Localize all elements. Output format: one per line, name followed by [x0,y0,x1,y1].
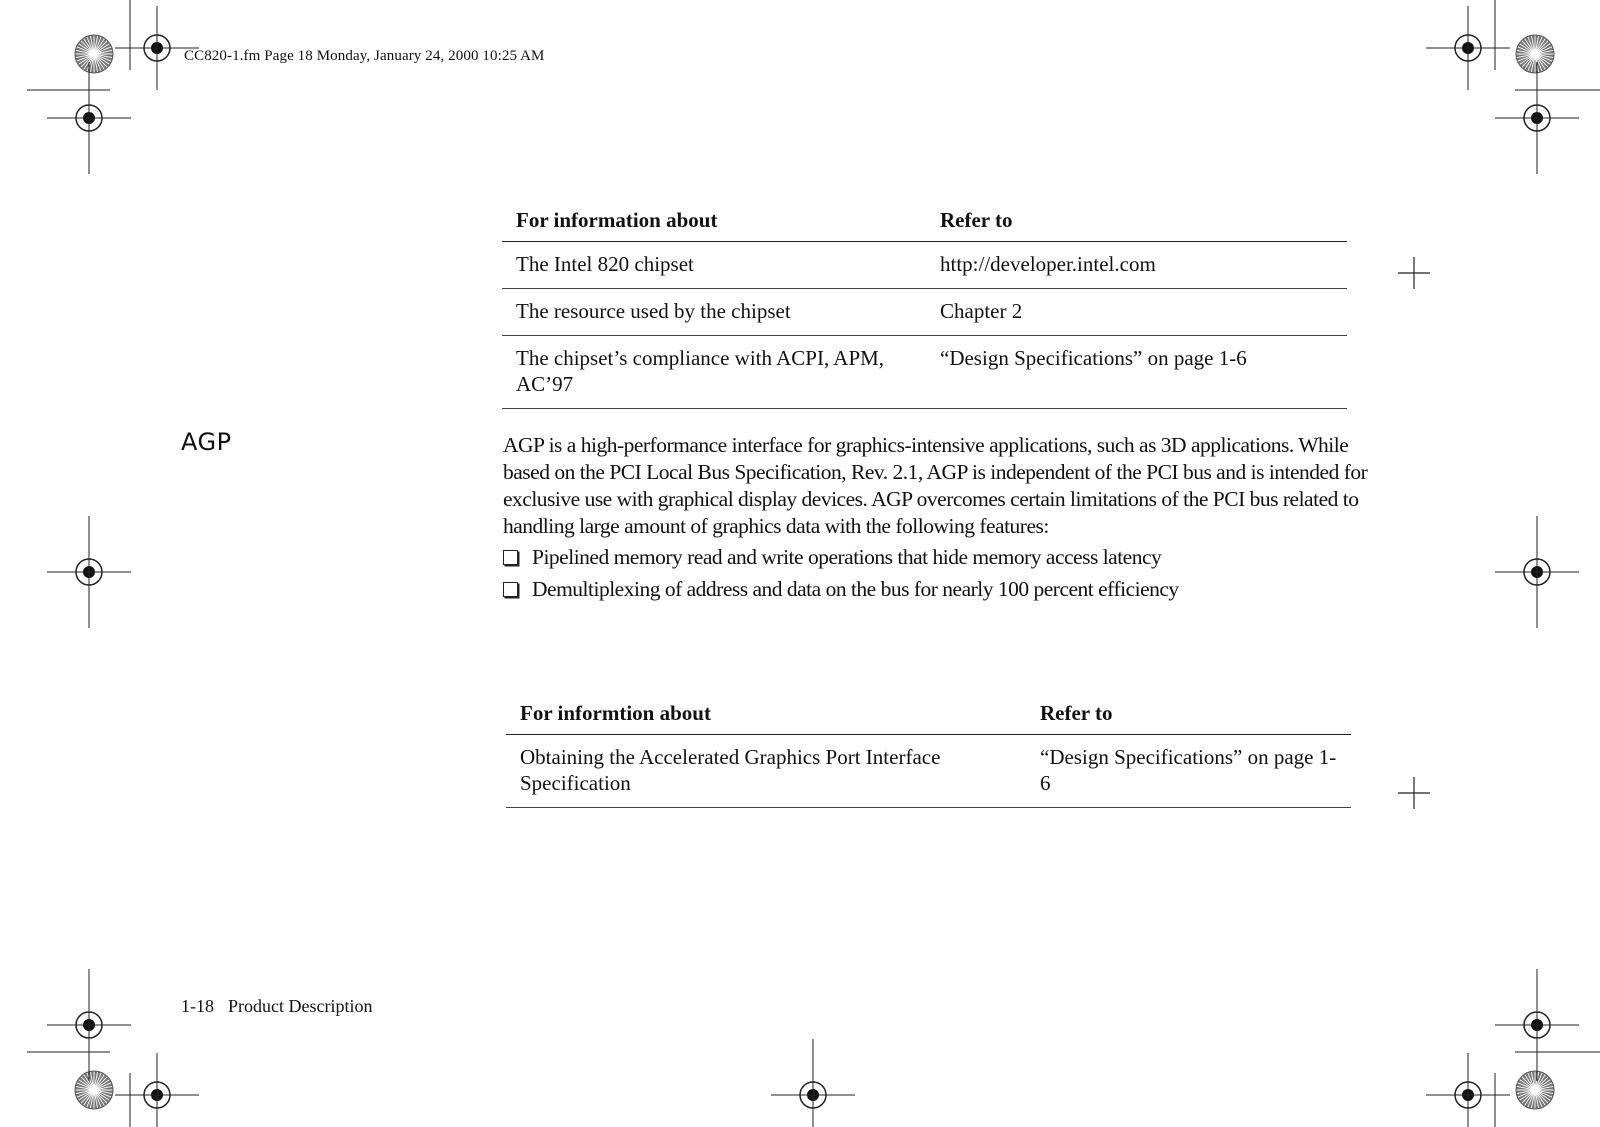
table-cell: Chapter 2 [926,289,1347,336]
page-footer [181,996,372,1017]
feature-list [503,544,1383,603]
cross-mark [1398,777,1430,809]
list-item-text: Pipelined memory read and write operations that hide memory access latency [532,545,1162,569]
registration-mark [771,1039,855,1127]
starburst-mark-bottom-left [75,1071,113,1109]
registration-mark [1495,969,1579,1081]
list-item-text: Demultiplexing of address and data on the bus for nearly 100 percent efficiency [532,577,1179,601]
table-header-row [502,197,1347,242]
registration-mark [1426,6,1510,90]
agp-body [503,432,1383,608]
table-cell: The chipset’s compliance with ACPI, APM, AC’97 [502,336,926,409]
reference-table-2 [506,690,1351,808]
table-row [502,289,1347,336]
column-header: For information about [502,197,926,242]
slug-line: CC820-1.fm Page 18 Monday, January 24, 2000 10:25 AM [184,48,545,64]
table-cell: http://developer.intel.com [926,242,1347,289]
starburst-mark-top-left [75,35,113,73]
reference-table-1 [502,197,1347,409]
list-item [503,544,1383,571]
table-cell: Obtaining the Accelerated Graphics Port Interface Specification [506,735,1026,808]
list-item [503,576,1383,603]
table-row [502,336,1347,409]
registration-mark [1426,1053,1510,1127]
table-cell: The Intel 820 chipset [502,242,926,289]
table-cell: “Design Specifications” on page 1-6 [1026,735,1351,808]
registration-mark [1495,516,1579,628]
table-header-row [506,690,1351,735]
registration-mark [1495,62,1579,174]
agp-paragraph: AGP is a high-performance interface for graphics-intensive applications, such as 3D applications. While based on the PCI Local Bus Specification, Rev. 2.1, AGP is independent of the PCI bus and is intended for exclusive use with graphical display devices. AGP overcomes certain limitations of the PCI bus related to handling large amount of graphics data with the following features: [503,433,1368,538]
cross-mark [1398,257,1430,289]
table-row [502,242,1347,289]
registration-mark [47,62,131,174]
table-cell: The resource used by the chipset [502,289,926,336]
column-header: For informtion about [506,690,1026,735]
column-header: Refer to [926,197,1347,242]
column-header: Refer to [1026,690,1351,735]
starburst-mark-bottom-right [1516,1071,1554,1109]
checkbox-bullet-icon [503,550,518,565]
table-cell: “Design Specifications” on page 1-6 [926,336,1347,409]
starburst-mark-top-right [1516,35,1554,73]
registration-mark [115,1053,199,1127]
registration-mark [47,516,131,628]
registration-mark [47,969,131,1081]
footer-section-title: Product Description [228,996,373,1016]
checkbox-bullet-icon [503,582,518,597]
table-row [506,735,1351,808]
page-number: 1-18 [181,996,214,1016]
section-heading-agp: AGP [181,428,232,456]
